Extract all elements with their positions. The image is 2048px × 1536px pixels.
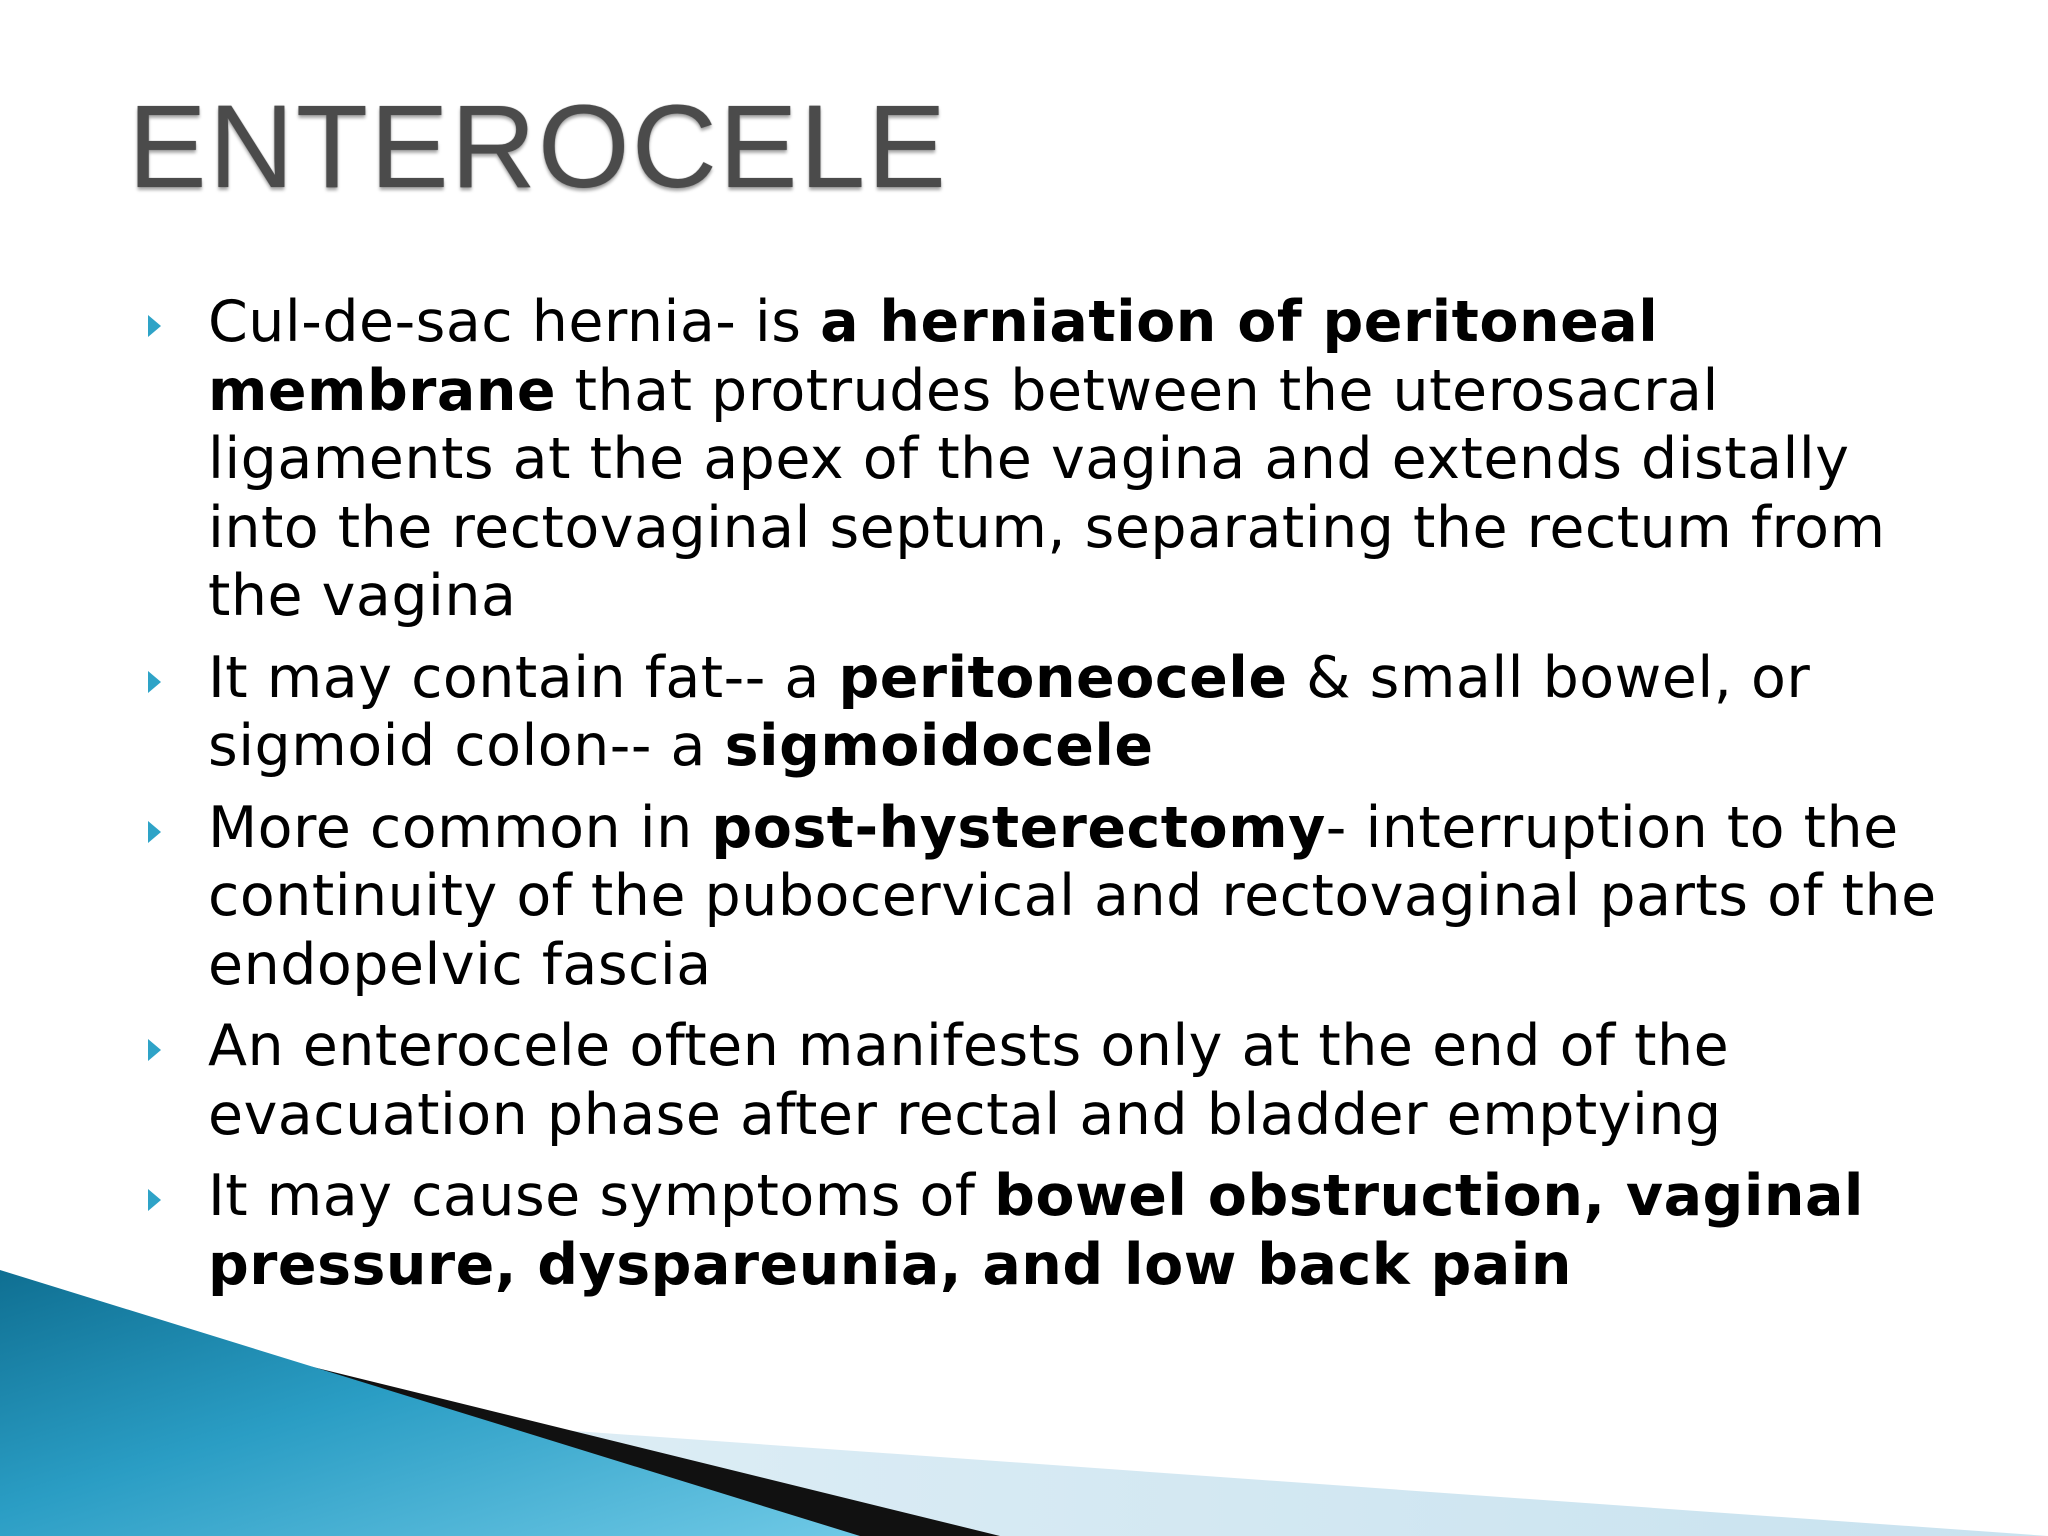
bullet-arrow-icon	[148, 821, 161, 843]
bullet-item	[148, 794, 1948, 1000]
bullet-item	[148, 644, 1948, 781]
bullet-item	[148, 288, 1948, 631]
bullet-text: It may cause symptoms of	[208, 1163, 995, 1229]
bullet-text: More common in	[208, 794, 712, 861]
decorative-swoosh	[0, 1270, 2048, 1536]
bullet-arrow-icon	[148, 671, 161, 693]
bullet-list	[148, 288, 1948, 1312]
bullet-text-bold: peritoneocele	[838, 644, 1288, 711]
bullet-text: Cul-de-sac hernia- is	[208, 289, 821, 355]
bullet-text: - interruption to the continuity of the pubocervical and rectovaginal parts of the endopelvic fascia	[208, 794, 1937, 998]
bullet-text-bold: bowel obstruction, vaginal pressure, dyspareunia, and low back pain	[208, 1163, 1864, 1298]
bullet-item	[148, 1012, 1948, 1149]
bullet-text: An enterocele often manifests only at the end of the evacuation phase after rectal and bladder emptying	[208, 1013, 1730, 1148]
slide-title: ENTEROCELE	[128, 81, 948, 213]
bullet-text-bold: sigmoidocele	[724, 713, 1154, 779]
bullet-arrow-icon	[148, 1039, 161, 1061]
bullet-text: that protrudes between the uterosacral ligaments at the apex of the vagina and extends distally into the rectovaginal septum, separating the rectum from the vagina	[208, 357, 1886, 629]
bullet-arrow-icon	[148, 315, 161, 337]
bullet-arrow-icon	[148, 1189, 161, 1211]
bullet-text: & small bowel, or sigmoid colon-- a	[208, 644, 1811, 779]
bullet-text-bold: post-hysterectomy	[711, 794, 1326, 861]
bullet-text-bold: a herniation of peritoneal membrane	[208, 289, 1659, 424]
bullet-text: It may contain fat-- a	[208, 644, 839, 711]
